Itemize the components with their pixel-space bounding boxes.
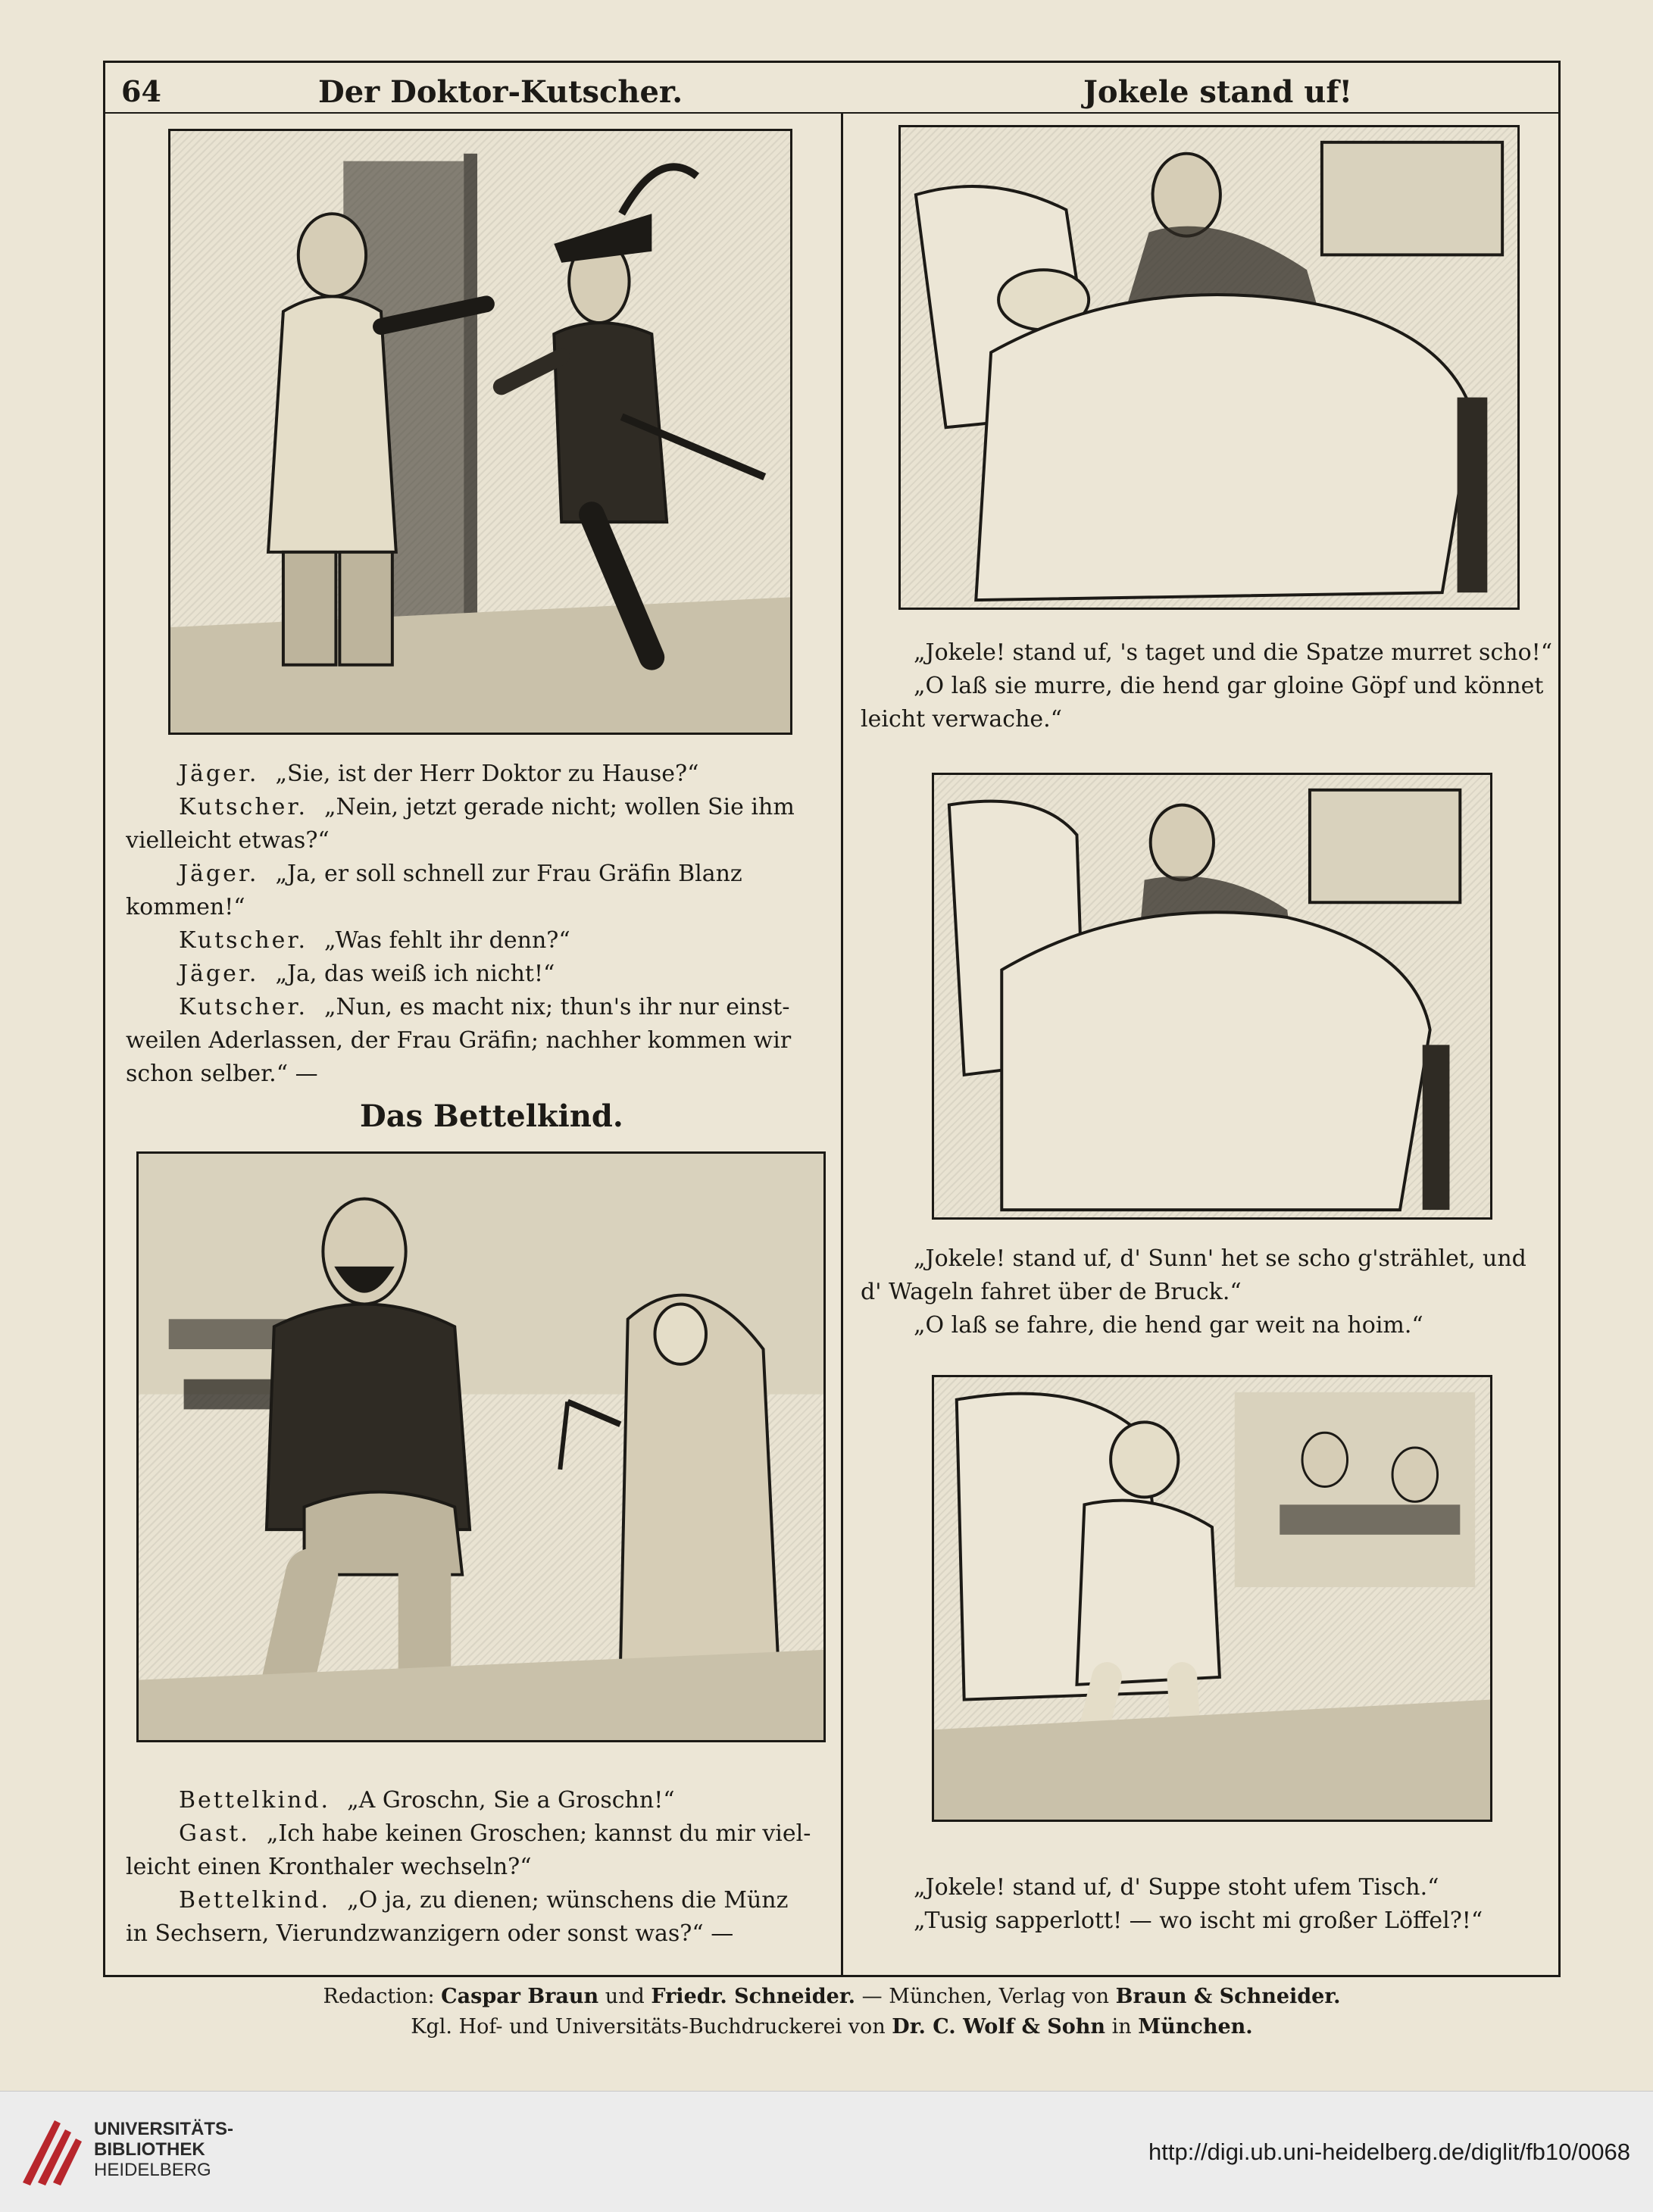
text-line: Kutscher. „Nein, jetzt gerade nicht; wollen Sie ihm <box>179 794 795 820</box>
illustration-beggar-child <box>136 1151 826 1742</box>
text-line: „Jokele! stand uf, 's taget und die Spatze murret scho!“ <box>914 639 1553 666</box>
text-line: Bettelkind. „O ja, zu dienen; wünschens die Münz <box>179 1887 789 1914</box>
imprint-line-2: Kgl. Hof- und Universitäts-Buchdruckerei von Dr. C. Wolf & Sohn in München. <box>411 2015 1253 2039</box>
illustration-jokele-runs <box>932 1375 1492 1822</box>
text-line: Kutscher. „Nun, es macht nix; thun's ihr nur einst- <box>179 994 790 1020</box>
left-title: Der Doktor-Kutscher. <box>318 74 683 110</box>
text-line: schon selber.“ — <box>126 1061 318 1087</box>
library-footer-bar <box>0 2091 1653 2212</box>
text-line: d' Wageln fahret über de Bruck.“ <box>861 1279 1242 1305</box>
text-line: Gast. „Ich habe keinen Groschen; kannst du mir viel- <box>179 1820 811 1847</box>
text-line: Jäger. „Ja, das weiß ich nicht!“ <box>179 961 555 987</box>
text-line: in Sechsern, Vierundzwanzigern oder sonst was?“ — <box>126 1920 734 1947</box>
text-line: vielleicht etwas?“ <box>126 827 330 854</box>
text-line: „Jokele! stand uf, d' Suppe stoht ufem Tisch.“ <box>914 1874 1439 1901</box>
text-line: „O laß sie murre, die hend gar gloine Göpf und könnet <box>914 673 1544 699</box>
right-title: Jokele stand uf! <box>1083 74 1353 110</box>
column-divider <box>841 112 843 1976</box>
illustration-doctor-coachman <box>168 129 792 735</box>
text-line: „Tusig sapperlott! — wo ischt mi großer Löffel?!“ <box>914 1907 1483 1934</box>
permalink-url[interactable]: http://digi.ub.uni-heidelberg.de/diglit/fb10/0068 <box>1148 2139 1630 2165</box>
text-line: „Jokele! stand uf, d' Sunn' het se scho g'strählet, und <box>914 1245 1526 1272</box>
page-number: 64 <box>121 74 161 108</box>
dialogue-doctor-coachman <box>126 758 823 1091</box>
text-line: Jäger. „Sie, ist der Herr Doktor zu Hause?“ <box>179 761 699 787</box>
imprint-line-1: Redaction: Caspar Braun und Friedr. Schneider. — München, Verlag von Braun & Schneider. <box>323 1985 1341 2008</box>
caption-jokele-2 <box>861 1242 1558 1342</box>
text-line: weilen Aderlassen, der Frau Gräfin; nachher kommen wir <box>126 1027 792 1054</box>
caption-jokele-1 <box>861 636 1558 736</box>
text-line: „O laß se fahre, die hend gar weit na hoim.“ <box>914 1312 1423 1339</box>
text-line: Jäger. „Ja, er soll schnell zur Frau Gräfin Blanz <box>179 861 742 887</box>
second-left-title: Das Bettelkind. <box>360 1098 623 1134</box>
dialogue-beggar-child <box>126 1784 823 1951</box>
text-line: leicht einen Kronthaler wechseln?“ <box>126 1854 532 1880</box>
header-rule <box>103 112 1561 114</box>
text-line: leicht verwache.“ <box>861 706 1063 733</box>
library-name: UNIVERSITÄTS- BIBLIOTHEK HEIDELBERG <box>94 2119 234 2180</box>
university-library-logo-icon[interactable] <box>15 2113 88 2192</box>
illustration-jokele-bed-2 <box>932 773 1492 1220</box>
text-line: Kutscher. „Was fehlt ihr denn?“ <box>179 927 570 954</box>
illustration-jokele-bed-1 <box>898 125 1520 610</box>
text-line: kommen!“ <box>126 894 245 920</box>
text-line: Bettelkind. „A Groschn, Sie a Groschn!“ <box>179 1787 675 1814</box>
caption-jokele-3 <box>861 1871 1558 1938</box>
